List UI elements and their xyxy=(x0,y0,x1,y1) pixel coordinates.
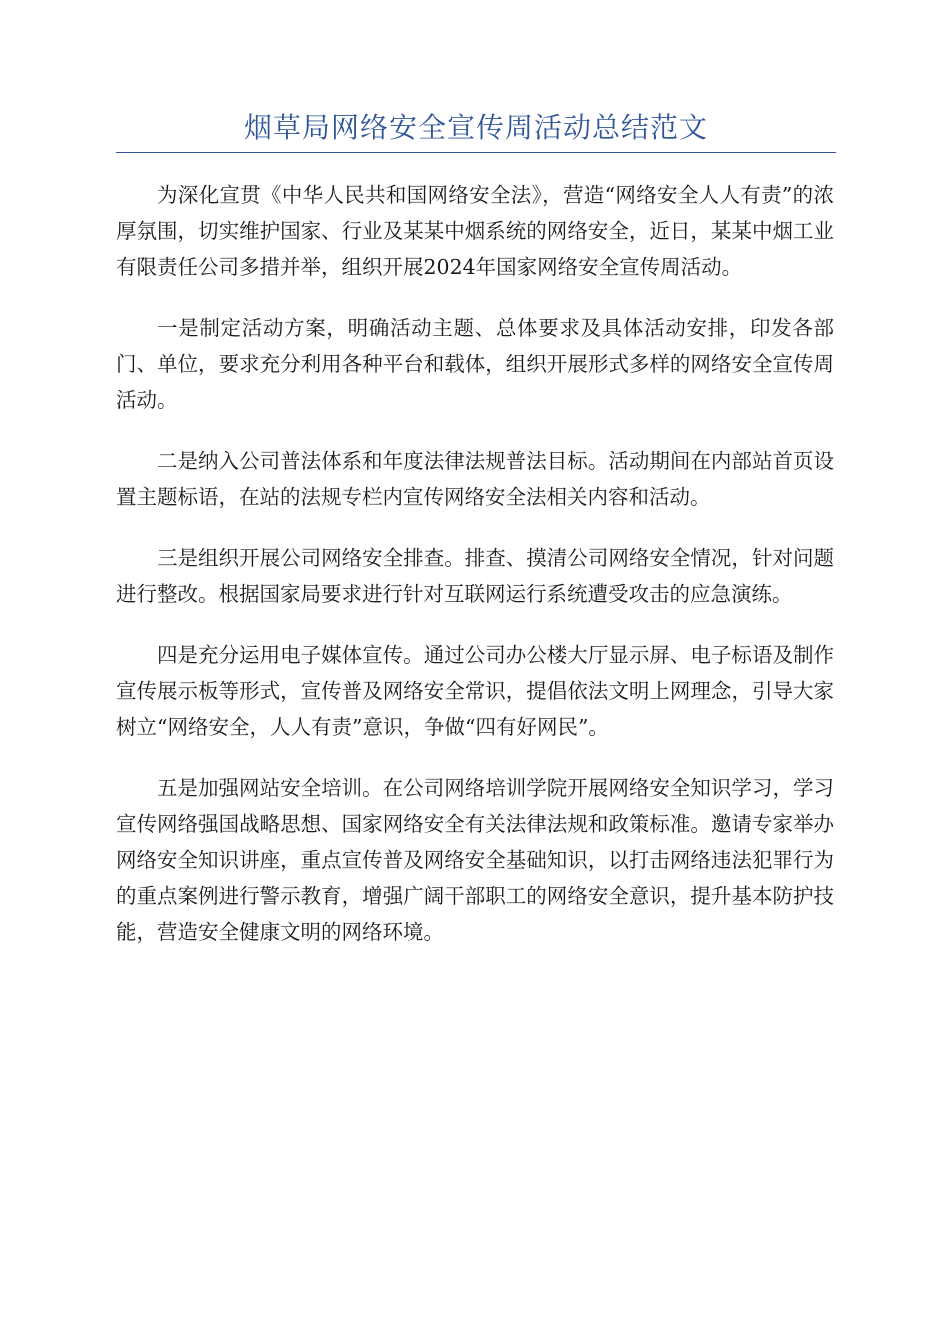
title-block xyxy=(116,108,836,153)
paragraph-point-2: 二是纳入公司普法体系和年度法律法规普法目标。活动期间在内部站首页设置主题标语，在站的法规专栏内宣传网络安全法相关内容和活动。 xyxy=(116,449,834,509)
paragraph-point-1: 一是制定活动方案，明确活动主题、总体要求及具体活动安排，印发各部门、单位，要求充分利用各种平台和载体，组织开展形式多样的网络安全宣传周活动。 xyxy=(116,316,834,412)
paragraph-point-4: 四是充分运用电子媒体宣传。通过公司办公楼大厅显示屏、电子标语及制作宣传展示板等形式，宣传普及网络安全常识，提倡依法文明上网理念，引导大家树立“网络安全，人人有责”意识，争做“四有好网民”。 xyxy=(116,643,834,739)
document-body xyxy=(116,177,834,975)
paragraph-point-5: 五是加强网站安全培训。在公司网络培训学院开展网络安全知识学习，学习宣传网络强国战略思想、国家网络安全有关法律法规和政策标准。邀请专家举办网络安全知识讲座，重点宣传普及网络安全基础知识，以打击网络违法犯罪行为的重点案例进行警示教育，增强广阔干部职工的网络安全意识，提升基本防护技能，营造安全健康文明的网络环境。 xyxy=(116,776,834,944)
paragraph-point-3: 三是组织开展公司网络安全排查。排查、摸清公司网络安全情况，针对问题进行整改。根据国家局要求进行针对互联网运行系统遭受攻击的应急演练。 xyxy=(116,546,834,606)
paragraph-intro: 为深化宣贯《中华人民共和国网络安全法》，营造“网络安全人人有责”的浓厚氛围，切实维护国家、行业及某某中烟系统的网络安全，近日，某某中烟工业有限责任公司多措并举，组织开展2024年国家网络安全宣传周活动。 xyxy=(116,183,834,279)
document-title: 烟草局网络安全宣传周活动总结范文 xyxy=(243,111,708,144)
